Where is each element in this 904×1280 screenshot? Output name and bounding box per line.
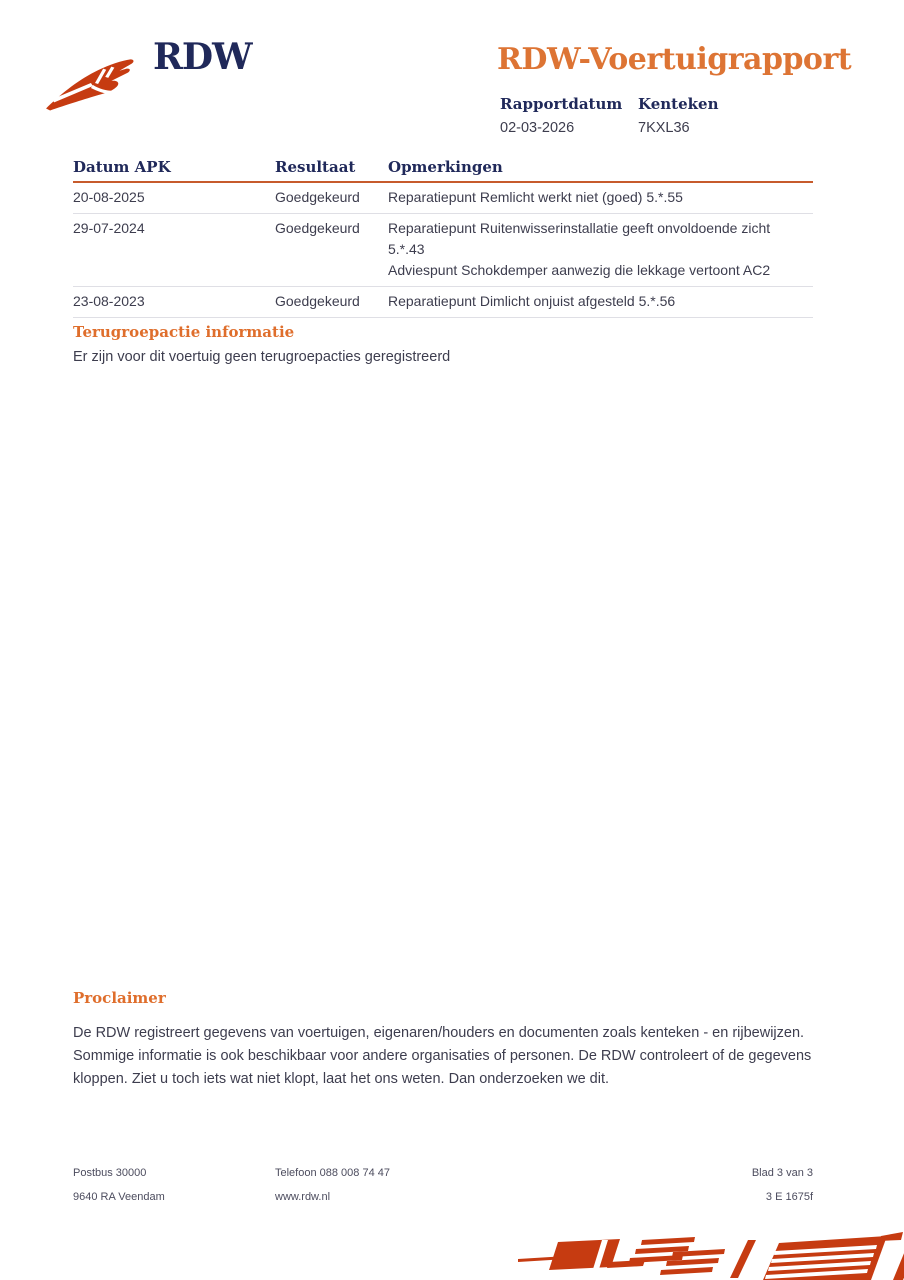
recall-section — [73, 323, 813, 365]
report-date-label: Rapportdatum — [500, 95, 623, 113]
cell-opmerkingen — [388, 291, 813, 312]
cell-opmerkingen — [388, 218, 813, 281]
license-plate-label: Kenteken — [638, 95, 719, 113]
proclaimer-section — [73, 989, 817, 1091]
opmerking-line: Adviespunt Schokdemper aanwezig die lekkage vertoont AC2 — [388, 262, 771, 278]
opmerking-line: Reparatiepunt Ruitenwisserinstallatie geeft onvoldoende zicht — [388, 220, 771, 236]
table-row — [73, 287, 813, 318]
cell-datum-apk: 23-08-2023 — [73, 293, 145, 309]
rdw-speed-stripes-graphic — [505, 1232, 904, 1280]
footer-website: www.rdw.nl — [275, 1191, 331, 1203]
column-header-datum-apk: Datum APK — [73, 158, 171, 176]
page-footer — [73, 1168, 813, 1216]
rdw-logo-text: RDW — [153, 36, 252, 78]
footer-form-code: 3 E 1675f — [765, 1191, 813, 1203]
table-row — [73, 214, 813, 287]
table-row — [73, 183, 813, 214]
column-header-resultaat: Resultaat — [275, 158, 356, 176]
footer-postbus: Postbus 30000 — [73, 1167, 147, 1179]
proclaimer-line: De RDW registreert gegevens van voertuigen, eigenaren/houders en documenten zoals kenteken - en rijbewijzen. — [73, 1025, 805, 1041]
report-date-value: 02-03-2026 — [500, 120, 575, 136]
opmerking-line: Reparatiepunt Dimlicht onjuist afgesteld 5.*.56 — [388, 293, 676, 309]
page-title: RDW-Voertuigrapport — [497, 42, 852, 77]
footer-row — [73, 1192, 813, 1203]
proclaimer-line: Sommige informatie is ook beschikbaar voor andere organisaties of personen. De RDW controleert of de gegevens — [73, 1048, 812, 1064]
apk-history-table — [73, 158, 813, 318]
recall-section-heading: Terugroepactie informatie — [73, 323, 295, 341]
proclaimer-text — [73, 1022, 817, 1091]
footer-row — [73, 1168, 813, 1179]
table-header-row — [73, 158, 813, 183]
recall-text: Er zijn voor dit voertuig geen terugroepacties geregistreerd — [73, 349, 451, 365]
license-plate-block — [638, 95, 718, 136]
cell-datum-apk: 20-08-2025 — [73, 189, 145, 205]
footer-page-number: Blad 3 van 3 — [751, 1167, 813, 1179]
column-header-opmerkingen: Opmerkingen — [388, 158, 503, 176]
rdw-wing-logo-icon — [44, 56, 146, 114]
proclaimer-section-heading: Proclaimer — [73, 989, 166, 1007]
footer-phone: Telefoon 088 008 74 47 — [275, 1167, 390, 1179]
cell-resultaat: Goedgekeurd — [275, 189, 360, 205]
opmerking-line: Reparatiepunt Remlicht werkt niet (goed) 5.*.55 — [388, 189, 683, 205]
cell-opmerkingen — [388, 187, 813, 208]
report-date-block — [500, 95, 622, 136]
footer-city: 9640 RA Veendam — [73, 1191, 165, 1203]
cell-resultaat: Goedgekeurd — [275, 220, 360, 236]
cell-datum-apk: 29-07-2024 — [73, 220, 145, 236]
cell-resultaat: Goedgekeurd — [275, 293, 360, 309]
opmerking-line: 5.*.43 — [388, 241, 425, 257]
license-plate-value: 7KXL36 — [638, 120, 690, 136]
proclaimer-line: kloppen. Ziet u toch iets wat niet klopt, laat het ons weten. Dan onderzoeken we dit. — [73, 1071, 610, 1087]
